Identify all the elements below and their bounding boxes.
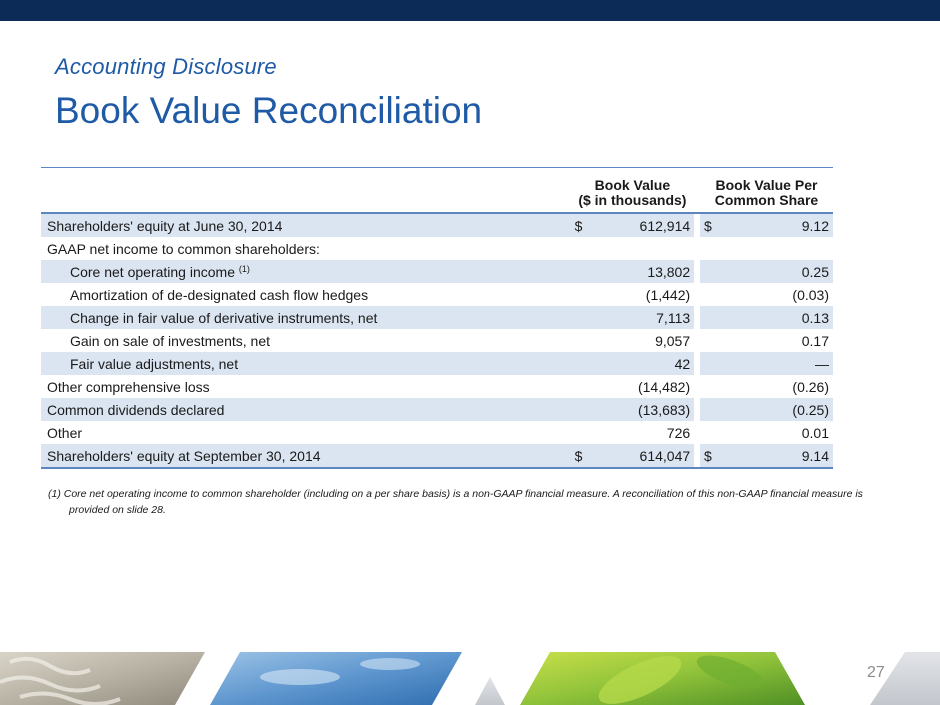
- table-row: [41, 421, 833, 444]
- currency-symbol: $: [571, 444, 591, 468]
- page-number: 27: [867, 664, 885, 681]
- footnote-line2: provided on slide 28.: [69, 504, 166, 516]
- table-row: [41, 329, 833, 352]
- book-value-cell: 42: [591, 352, 695, 375]
- currency-symbol: $: [700, 444, 720, 468]
- per-share-cell: 0.01: [801, 424, 829, 441]
- grey-triangle: [475, 677, 505, 705]
- per-share-cell: —: [720, 352, 833, 375]
- per-share-header-line1: Book Value Per: [715, 177, 818, 193]
- book-value-cell: 612,914: [591, 213, 695, 237]
- book-value-cell: 614,047: [591, 444, 695, 468]
- table-row: [41, 352, 833, 375]
- book-value-cell: 9,057: [655, 332, 691, 349]
- currency-symbol: $: [700, 213, 720, 237]
- per-share-cell: (0.25): [720, 398, 833, 421]
- row-label: Core net operating income $^{(1)}$: [41, 260, 571, 283]
- footnote-marker: (1): [238, 263, 250, 274]
- table-row: [41, 306, 833, 329]
- footnote-line1: (1) Core net operating income to common shareholder (including on a per share basis) is a non-GAAP financial measure. A reconciliation of this non-GAAP financial measure is: [48, 488, 863, 500]
- book-value-cell: 13,802: [591, 260, 695, 283]
- per-share-cell: 9.14: [720, 444, 833, 468]
- table-row: [41, 213, 833, 237]
- table-row: [41, 375, 833, 398]
- row-label: Fair value adjustments, net: [41, 352, 571, 375]
- book-value-cell: (1,442): [645, 286, 691, 303]
- table-row: [41, 237, 833, 260]
- per-share-cell: 0.17: [801, 332, 829, 349]
- reconciliation-table: [41, 167, 833, 469]
- table-header-row: [41, 168, 833, 213]
- row-label: Other comprehensive loss: [47, 378, 210, 395]
- book-value-cell: 726: [666, 424, 691, 441]
- per-share-cell: 0.13: [720, 306, 833, 329]
- book-value-cell: 7,113: [591, 306, 695, 329]
- per-share-cell: 0.25: [720, 260, 833, 283]
- book-value-header-line1: Book Value: [594, 177, 671, 193]
- per-share-cell: 9.12: [720, 213, 833, 237]
- per-share-cell: (0.26): [792, 378, 829, 395]
- table-row: [41, 444, 833, 468]
- book-value-column-header: [571, 168, 694, 213]
- row-label: Common dividends declared: [41, 398, 571, 421]
- currency-symbol: $: [571, 213, 591, 237]
- top-banner: [0, 0, 940, 21]
- per-share-header-line2: Common Share: [714, 192, 819, 208]
- row-label: GAAP net income to common shareholders:: [47, 240, 320, 257]
- footnote: [48, 486, 878, 518]
- book-value-cell: (14,482): [637, 378, 691, 395]
- per-share-column-header: [700, 168, 833, 213]
- book-value-header-line2: ($ in thousands): [578, 192, 687, 208]
- table-row: [41, 283, 833, 306]
- row-label: Gain on sale of investments, net: [70, 332, 270, 349]
- row-label: Shareholders' equity at September 30, 2014: [41, 444, 571, 468]
- table-row: [41, 398, 833, 421]
- decorative-image-strip: [0, 652, 940, 705]
- table-row: [41, 260, 833, 283]
- slide-subtitle: Accounting Disclosure: [55, 54, 277, 79]
- row-label: Amortization of de-designated cash flow hedges: [70, 286, 369, 303]
- row-label: Change in fair value of derivative instruments, net: [41, 306, 571, 329]
- slide-title: Book Value Reconciliation: [55, 90, 483, 131]
- row-label: Shareholders' equity at June 30, 2014: [41, 213, 571, 237]
- per-share-cell: (0.03): [792, 286, 829, 303]
- label-column-header: [41, 168, 571, 213]
- book-value-cell: (13,683): [591, 398, 695, 421]
- row-label: Other: [47, 424, 83, 441]
